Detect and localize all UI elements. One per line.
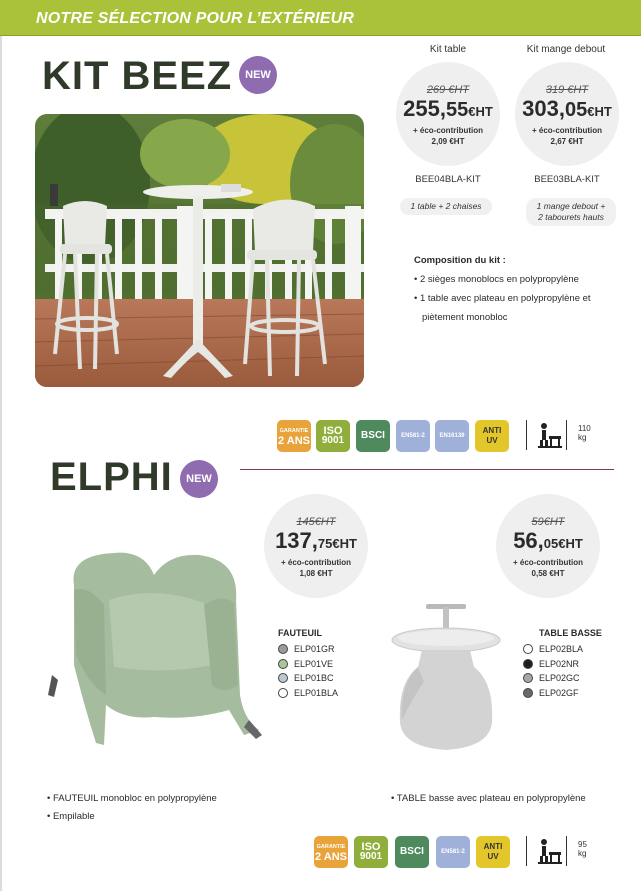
bsci-logo: BSCI	[356, 420, 390, 452]
ref-code: ELP02NR	[539, 658, 580, 669]
price-circle-table-basse	[496, 494, 600, 598]
ref-kit-mange-debout: BEE03BLA-KIT	[534, 174, 600, 185]
new-price-integer: 303,	[522, 96, 565, 121]
new-price	[264, 528, 368, 554]
fauteuil-features	[47, 790, 217, 826]
person-weight-icon	[538, 838, 562, 864]
table-basse-reference-list	[523, 628, 602, 700]
price-circle-kit-table	[396, 62, 500, 166]
desc-chip-kit-table	[400, 198, 492, 215]
color-swatch	[278, 644, 288, 654]
color-swatch	[523, 659, 533, 669]
eco-contribution	[396, 125, 500, 147]
list-item	[278, 657, 338, 672]
page-edge-line	[0, 36, 2, 891]
garantie-label: GARANTIE	[316, 844, 346, 850]
list-item	[278, 642, 338, 657]
color-swatch	[278, 688, 288, 698]
list-title: TABLE BASSE	[539, 628, 602, 638]
bsci-logo: BSCI	[395, 836, 429, 868]
eco-contribution	[515, 125, 619, 147]
weight-value: 95	[578, 840, 587, 849]
feature-line: • FAUTEUIL monobloc en polypropylène	[47, 793, 217, 804]
weight-label	[578, 424, 591, 442]
eco-label: + éco-contribution	[513, 558, 583, 567]
section-divider	[240, 469, 614, 470]
list-item	[278, 686, 338, 701]
offer-title-kit-table: Kit table	[429, 44, 467, 55]
iso-label: ISO	[323, 425, 343, 437]
new-badge: NEW	[180, 460, 218, 498]
ref-kit-table: BEE04BLA-KIT	[415, 174, 481, 185]
anti-uv-logo	[475, 420, 509, 452]
weight-unit: kg	[578, 433, 587, 442]
new-price-integer: 137,	[275, 528, 318, 553]
price-circle-fauteuil	[264, 494, 368, 598]
ref-code: ELP01BLA	[294, 687, 339, 698]
iso-value: 9001	[359, 851, 383, 862]
new-price	[396, 96, 500, 122]
en581-2-logo: EN581-2	[396, 420, 430, 452]
list-item	[523, 642, 602, 657]
en16139-logo: EN16139	[435, 420, 469, 452]
color-swatch	[523, 673, 533, 683]
ref-code: ELP01VE	[294, 658, 334, 669]
eco-label: + éco-contribution	[413, 126, 483, 135]
new-price-integer: 56,	[513, 528, 544, 553]
eco-value: 0,58 €HT	[531, 569, 565, 578]
fauteuil-reference-list	[278, 628, 338, 700]
offer-title-kit-mange-debout: Kit mange debout	[526, 44, 606, 55]
eco-contribution	[264, 557, 368, 579]
uv-label-1: ANTI	[482, 426, 502, 435]
list-item	[523, 657, 602, 672]
ref-code: ELP01GR	[294, 644, 335, 655]
iso-9001-logo	[354, 836, 388, 868]
composition-line: • 2 sièges monoblocs en polypropylène	[414, 274, 579, 285]
old-price: 319 €HT	[545, 84, 589, 96]
weight-label	[578, 840, 587, 858]
anti-uv-logo	[476, 836, 510, 868]
new-price-unit: €HT	[468, 104, 493, 119]
garantie-2-ans-logo	[277, 420, 311, 452]
list-title: FAUTEUIL	[278, 628, 322, 638]
eco-value: 2,67 €HT	[550, 137, 584, 146]
section-header-bar	[0, 0, 641, 36]
separator	[526, 836, 527, 866]
old-price: 145€HT	[296, 516, 336, 528]
separator	[526, 420, 527, 450]
list-item	[523, 686, 602, 701]
price-circle-kit-mange-debout	[515, 62, 619, 166]
ref-code: ELP01BC	[294, 673, 334, 684]
color-swatch	[523, 688, 533, 698]
table-basse-features	[391, 790, 586, 808]
new-price-decimal: 05	[543, 536, 559, 551]
uv-label-1: ANTI	[483, 842, 503, 851]
kit-composition	[414, 251, 591, 327]
color-swatch	[278, 673, 288, 683]
desc-line-1: 1 mange debout +	[536, 201, 606, 211]
eco-label: + éco-contribution	[281, 558, 351, 567]
new-price-decimal: 55	[446, 99, 469, 121]
new-price-unit: €HT	[558, 536, 583, 551]
certification-logos-kit-beez	[277, 420, 517, 456]
kit-beez-photo	[35, 114, 364, 387]
new-price-decimal: 05	[565, 99, 588, 121]
iso-label: ISO	[361, 841, 381, 853]
garantie-value: 2 ANS	[315, 851, 347, 863]
person-weight-icon	[538, 422, 562, 448]
uv-label-2: UV	[486, 436, 498, 445]
desc-chip-kit-mange-debout	[526, 198, 616, 226]
composition-line: • 1 table avec plateau en polypropylène et	[414, 293, 591, 304]
new-badge: NEW	[239, 56, 277, 94]
list-item	[278, 671, 338, 686]
garantie-label: GARANTIE	[279, 428, 309, 434]
feature-line: • TABLE basse avec plateau en polypropylène	[391, 793, 586, 804]
fauteuil-photo	[44, 545, 268, 750]
eco-value: 1,08 €HT	[299, 569, 333, 578]
iso-value: 9001	[321, 435, 345, 446]
table-basse-photo	[390, 602, 502, 762]
iso-9001-logo	[316, 420, 350, 452]
certification-logos-elphi	[314, 836, 514, 872]
color-swatch	[523, 644, 533, 654]
eco-contribution	[496, 557, 600, 579]
eco-value: 2,09 €HT	[431, 137, 465, 146]
eco-label: + éco-contribution	[532, 126, 602, 135]
list-item	[523, 671, 602, 686]
ref-code: ELP02GC	[539, 673, 580, 684]
new-price-decimal: 75	[317, 536, 333, 551]
composition-heading: Composition du kit :	[414, 255, 506, 266]
old-price: 59€HT	[531, 516, 565, 528]
new-price	[515, 96, 619, 122]
composition-line: piètement monobloc	[422, 312, 508, 323]
separator	[566, 836, 567, 866]
section-title: NOTRE SÉLECTION POUR L’EXTÉRIEUR	[36, 10, 355, 27]
weight-unit: kg	[578, 849, 587, 858]
color-swatch	[278, 659, 288, 669]
ref-code: ELP02GF	[539, 687, 579, 698]
separator	[566, 420, 567, 450]
weight-value: 110	[578, 424, 591, 433]
desc-line: 1 table + 2 chaises	[410, 201, 482, 211]
garantie-value: 2 ANS	[278, 435, 310, 447]
feature-line: • Empilable	[47, 811, 95, 822]
en581-2-logo: EN581-2	[436, 836, 470, 868]
new-price-unit: €HT	[332, 536, 357, 551]
ref-code: ELP02BLA	[539, 644, 584, 655]
new-price	[496, 528, 600, 554]
product-title-elphi: ELPHI	[50, 455, 173, 499]
desc-line-2: 2 tabourets hauts	[538, 212, 604, 222]
product-title-kit-beez: KIT BEEZ	[42, 54, 233, 98]
old-price: 269 €HT	[426, 84, 470, 96]
new-price-unit: €HT	[587, 104, 612, 119]
new-price-integer: 255,	[403, 96, 446, 121]
uv-label-2: UV	[487, 852, 499, 861]
garantie-2-ans-logo	[314, 836, 348, 868]
